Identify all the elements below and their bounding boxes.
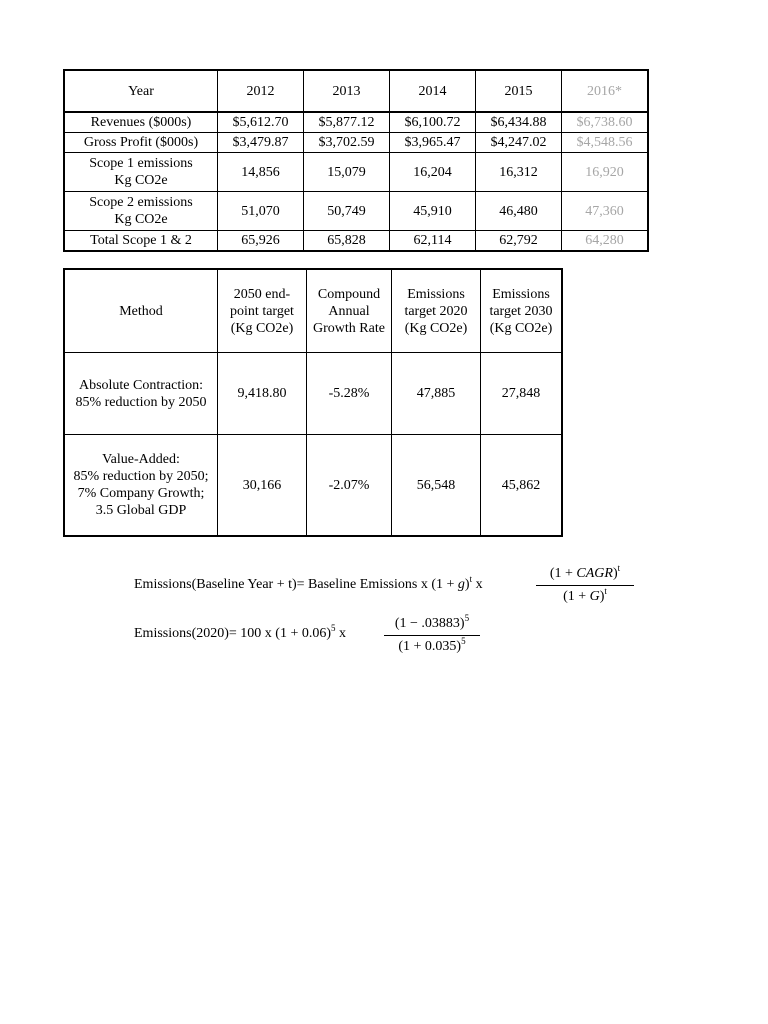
num-exponent: t (617, 563, 621, 573)
table-header-row (64, 70, 648, 112)
table-cell: $6,100.72 (390, 112, 476, 133)
header-line: target 2030 (489, 303, 553, 319)
num-text: (1 − .03883) (394, 616, 465, 631)
formula-times: x (472, 577, 483, 592)
header-cell: 2015 (476, 70, 562, 112)
row-label (64, 192, 218, 231)
formula-lhs: Emissions(Baseline Year + t)= Baseline Emissions x (1 + (134, 577, 458, 592)
row-label: Revenues ($000s) (64, 112, 218, 133)
table-row (64, 353, 562, 435)
table-cell: $5,612.70 (218, 112, 304, 133)
header-cell-projected: 2016* (562, 70, 649, 112)
table-cell-projected: 64,280 (562, 231, 649, 252)
table-cell: $3,965.47 (390, 133, 476, 153)
table-row (64, 231, 648, 252)
table-cell-projected: $4,548.56 (562, 133, 649, 153)
header-cell (392, 269, 481, 353)
method-line: Value-Added: (102, 452, 180, 467)
header-cell: Year (64, 70, 218, 112)
header-line: point target (230, 303, 294, 319)
num-post: ) (612, 566, 618, 581)
header-cell: 2014 (390, 70, 476, 112)
header-line: (Kg CO2e) (489, 320, 553, 336)
header-cell: 2013 (304, 70, 390, 112)
table-cell: 45,862 (481, 435, 563, 537)
header-line: target 2020 (404, 303, 468, 319)
formula-lhs: Emissions(2020)= 100 x (1 + 0.06) (134, 626, 332, 641)
header-line: (Kg CO2e) (230, 320, 294, 336)
den-text: (1 + 0.035) (398, 639, 462, 654)
table-row (64, 192, 648, 231)
formula-fraction (536, 563, 634, 605)
table-cell-projected: 47,360 (562, 192, 649, 231)
header-cell (307, 269, 392, 353)
den-var: G (589, 589, 600, 604)
formula-times: x (335, 626, 347, 641)
num-exponent: 5 (464, 613, 470, 623)
fraction-numerator (536, 563, 634, 586)
table-cell: 30,166 (218, 435, 307, 537)
table-cell: 62,792 (476, 231, 562, 252)
formula-fraction (384, 613, 480, 655)
table-cell: $4,247.02 (476, 133, 562, 153)
row-label-line: Kg CO2e (114, 173, 168, 188)
fraction-denominator (384, 636, 480, 655)
method-label (64, 353, 218, 435)
method-line: 7% Company Growth; (77, 486, 205, 501)
fraction-denominator (536, 586, 634, 605)
table-cell-projected: 16,920 (562, 153, 649, 192)
num-var: CAGR (576, 566, 613, 581)
header-line: Emissions (492, 286, 550, 302)
header-cell (218, 269, 307, 353)
table-cell: 45,910 (390, 192, 476, 231)
method-label (64, 435, 218, 537)
row-label-line: Scope 1 emissions (89, 156, 193, 171)
table-row (64, 133, 648, 153)
table-row (64, 153, 648, 192)
table-header-row (64, 269, 562, 353)
header-line: Growth Rate (313, 320, 385, 336)
num-pre: (1 + (549, 566, 577, 581)
row-label: Total Scope 1 & 2 (64, 231, 218, 252)
table-row (64, 112, 648, 133)
formula-var-g: g (457, 577, 465, 592)
table-cell: 16,312 (476, 153, 562, 192)
table-cell: 27,848 (481, 353, 563, 435)
header-cell: Method (64, 269, 218, 353)
table-cell: $3,702.59 (304, 133, 390, 153)
table-cell: 46,480 (476, 192, 562, 231)
table-cell: 50,749 (304, 192, 390, 231)
table-cell: 51,070 (218, 192, 304, 231)
fraction-numerator (384, 613, 480, 636)
emissions-history-table (63, 69, 649, 252)
den-exponent: 5 (461, 636, 466, 646)
row-label-line: Scope 2 emissions (89, 195, 193, 210)
den-post: ) (599, 589, 605, 604)
den-exponent: t (604, 586, 607, 596)
table-cell: 65,926 (218, 231, 304, 252)
table-cell: 56,548 (392, 435, 481, 537)
table-cell: $5,877.12 (304, 112, 390, 133)
method-line: Absolute Contraction: (78, 377, 204, 393)
table-cell: -2.07% (307, 435, 392, 537)
table-row (64, 435, 562, 537)
row-label (64, 153, 218, 192)
formula-close: ) (464, 577, 470, 592)
table-cell: 14,856 (218, 153, 304, 192)
table-cell-projected: $6,738.60 (562, 112, 649, 133)
method-line: 85% reduction by 2050; (73, 469, 209, 484)
formula-exponent: t (469, 574, 473, 584)
table-cell: 62,114 (390, 231, 476, 252)
formula-exponent: 5 (331, 623, 336, 633)
reduction-methods-table (63, 268, 563, 537)
emissions-general-formula (134, 574, 483, 593)
table-cell: -5.28% (307, 353, 392, 435)
table-cell: $6,434.88 (476, 112, 562, 133)
table-cell: 47,885 (392, 353, 481, 435)
emissions-2020-formula (134, 623, 347, 642)
row-label: Gross Profit ($000s) (64, 133, 218, 153)
table-cell: 9,418.80 (218, 353, 307, 435)
header-line: Emissions (407, 286, 465, 302)
header-line: (Kg CO2e) (404, 320, 468, 336)
row-label-line: Kg CO2e (114, 212, 168, 227)
den-pre: (1 + (563, 589, 590, 604)
header-cell (481, 269, 563, 353)
header-cell: 2012 (218, 70, 304, 112)
table-cell: 65,828 (304, 231, 390, 252)
table-cell: 16,204 (390, 153, 476, 192)
method-line: 85% reduction by 2050 (75, 394, 207, 410)
method-line: 3.5 Global GDP (95, 503, 187, 518)
table-cell: 15,079 (304, 153, 390, 192)
header-line: Compound (317, 286, 381, 302)
table-cell: $3,479.87 (218, 133, 304, 153)
header-line: Annual (328, 303, 370, 319)
header-line: 2050 end- (233, 286, 291, 302)
